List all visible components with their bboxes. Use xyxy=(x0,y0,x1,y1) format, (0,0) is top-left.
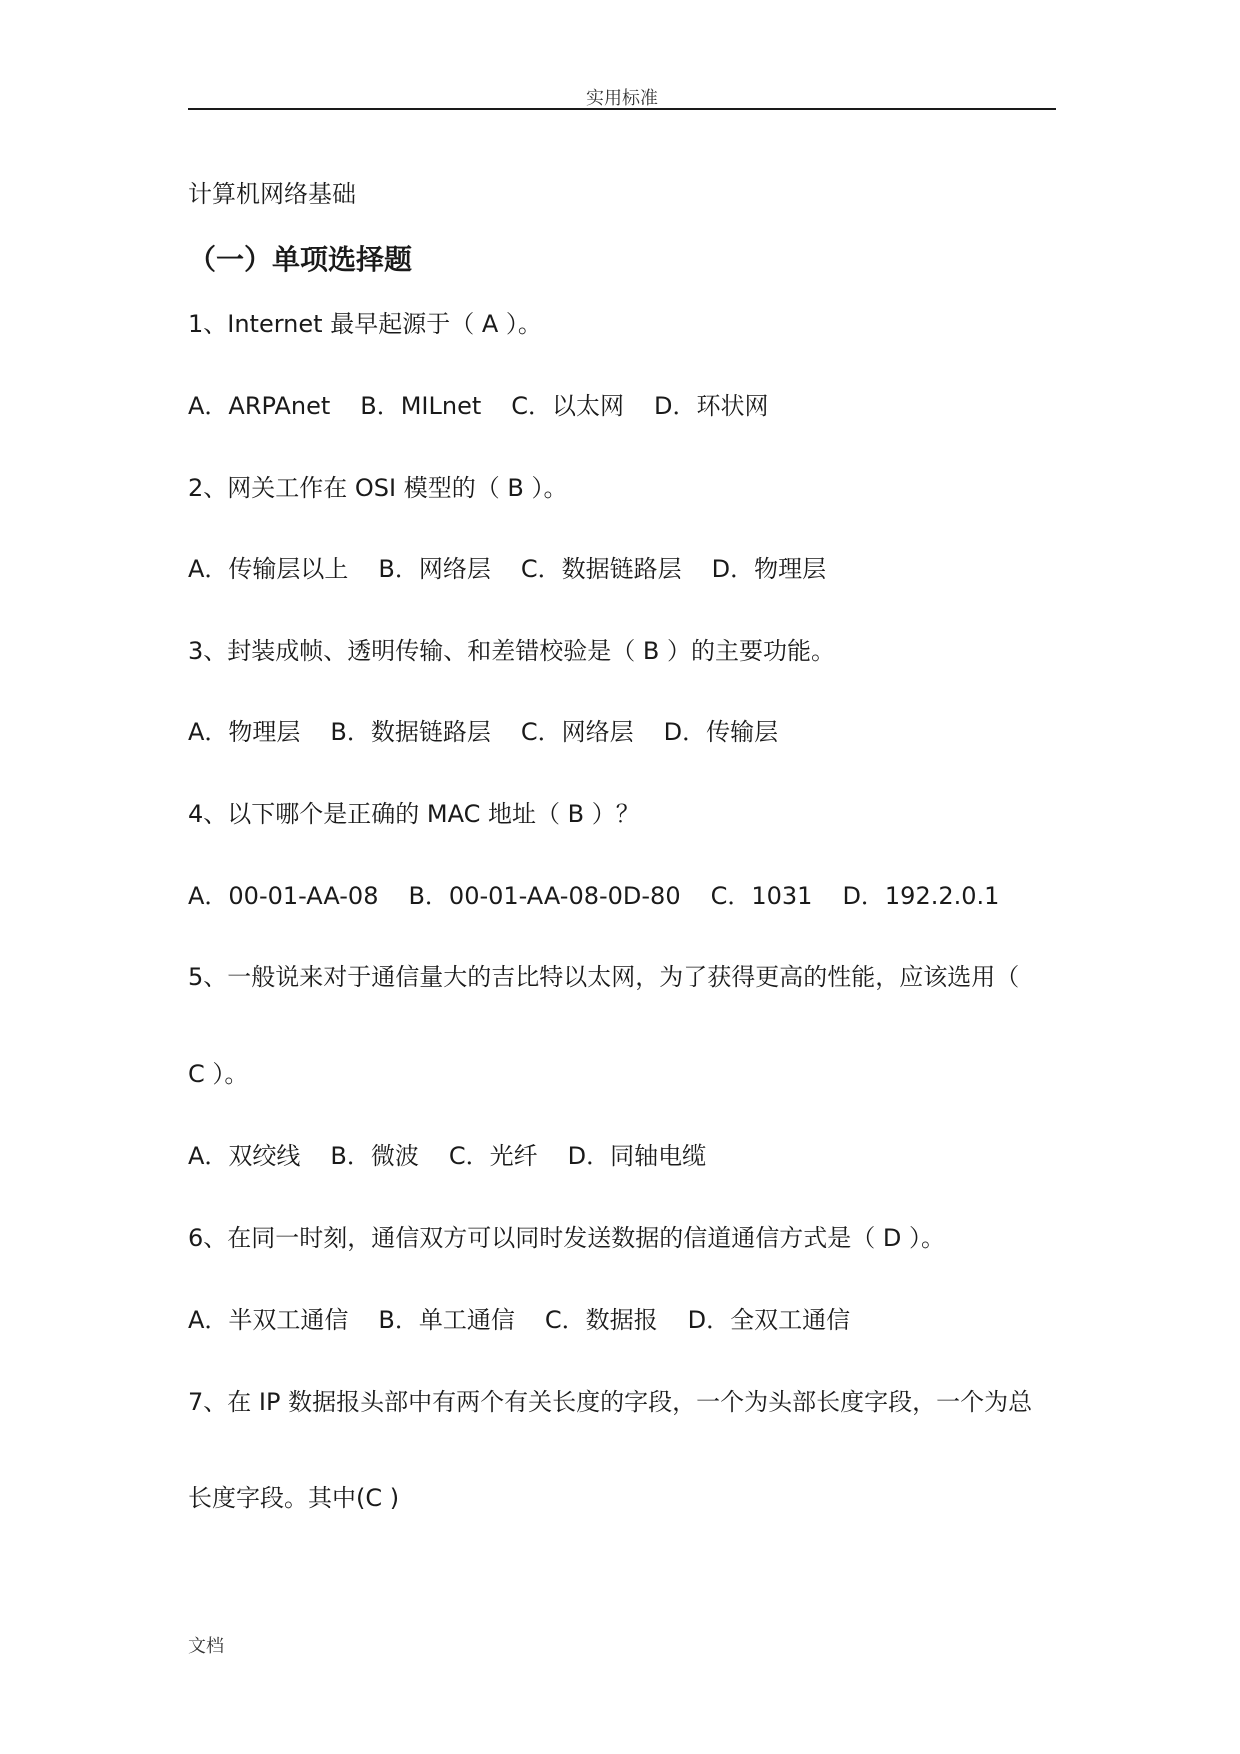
page-header: 实用标准 xyxy=(586,88,658,109)
question-7: 7、在 IP 数据报头部中有两个有关长度的字段，一个为头部长度字段，一个为总 xyxy=(188,1388,1033,1416)
header-rule xyxy=(188,108,1056,110)
option-a: A．半双工通信 xyxy=(188,1306,349,1334)
option-c: C．数据链路层 xyxy=(520,555,682,583)
question-4: 4、以下哪个是正确的 MAC 地址（ B ）？ xyxy=(188,800,640,828)
question-5: 5、一般说来对于通信量大的吉比特以太网，为了获得更高的性能，应该选用（ xyxy=(188,963,1020,991)
option-b: B．微波 xyxy=(330,1142,419,1170)
question-1: 1、Internet 最早起源于（ A ）。 xyxy=(188,310,542,338)
page-footer: 文档 xyxy=(188,1636,224,1657)
question-3: 3、封装成帧、透明传输、和差错校验是（ B ）的主要功能。 xyxy=(188,637,835,665)
question-3-options xyxy=(188,716,808,748)
option-a: A．传输层以上 xyxy=(188,555,349,583)
question-4-options xyxy=(188,880,1029,912)
question-5-continued: C ）。 xyxy=(188,1060,249,1088)
option-c: C．1031 xyxy=(710,882,813,910)
option-a: A．物理层 xyxy=(188,718,301,746)
option-d: D．同轴电缆 xyxy=(567,1142,707,1170)
option-d: D．物理层 xyxy=(711,555,827,583)
question-1-options xyxy=(188,390,799,422)
question-6-options xyxy=(188,1304,880,1336)
option-c: C．光纤 xyxy=(448,1142,538,1170)
option-b: B．数据链路层 xyxy=(330,718,491,746)
option-c: C．以太网 xyxy=(511,392,625,420)
option-b: B．网络层 xyxy=(378,555,491,583)
option-c: C．网络层 xyxy=(520,718,634,746)
option-a: A．00-01-AA-08 xyxy=(188,882,379,910)
option-c: C．数据报 xyxy=(544,1306,658,1334)
question-7-continued: 长度字段。其中(C ) xyxy=(188,1484,400,1512)
option-d: D．192.2.0.1 xyxy=(842,882,1000,910)
question-2: 2、网关工作在 OSI 模型的（ B ）。 xyxy=(188,474,568,502)
question-2-options xyxy=(188,553,856,585)
option-d: D．环状网 xyxy=(654,392,769,420)
option-b: B．MILnet xyxy=(360,392,482,420)
option-a: A．ARPAnet xyxy=(188,392,331,420)
option-d: D．全双工通信 xyxy=(687,1306,851,1334)
question-6: 6、在同一时刻，通信双方可以同时发送数据的信道通信方式是（ D ）。 xyxy=(188,1224,946,1252)
option-a: A．双绞线 xyxy=(188,1142,301,1170)
section-heading: （一）单项选择题 xyxy=(188,243,413,276)
option-d: D．传输层 xyxy=(663,718,779,746)
document-title: 计算机网络基础 xyxy=(188,180,356,208)
option-b: B．单工通信 xyxy=(378,1306,515,1334)
option-b: B．00-01-AA-08-0D-80 xyxy=(408,882,681,910)
question-5-options xyxy=(188,1140,736,1172)
